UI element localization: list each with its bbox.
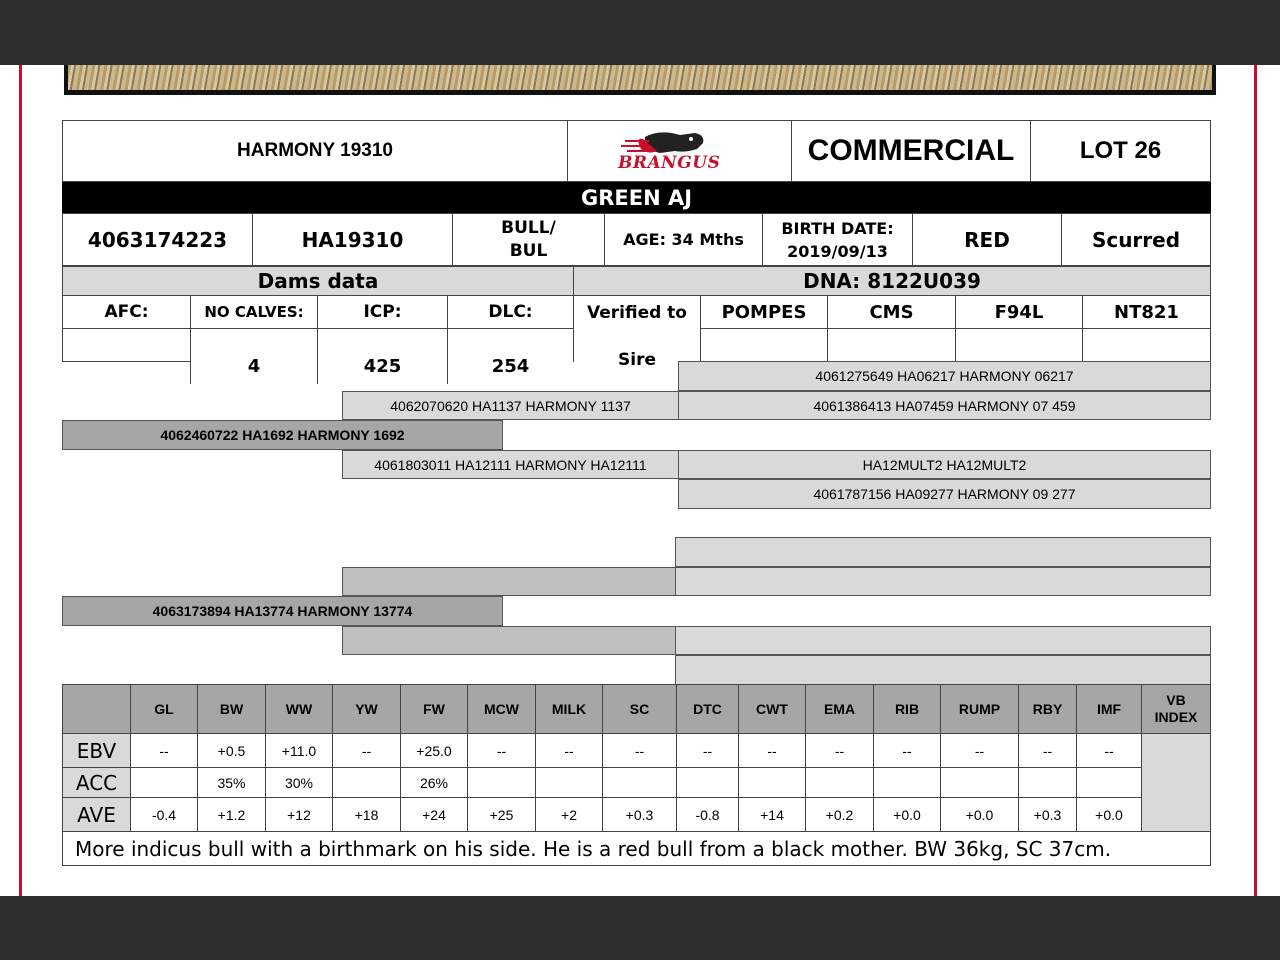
category-label: COMMERCIAL bbox=[791, 120, 1031, 182]
pedigree-sire-sire-dam: 4061386413 HA07459 HARMONY 07 459 bbox=[678, 391, 1211, 420]
dna-title: DNA: 8122U039 bbox=[573, 266, 1211, 296]
ebv-header-cwt: CWT bbox=[738, 684, 806, 734]
ebv-cell: -- bbox=[602, 733, 677, 768]
ebv-cell: +0.0 bbox=[940, 797, 1019, 832]
vb-index-value bbox=[1141, 733, 1211, 832]
ebv-cell: +0.3 bbox=[1018, 797, 1077, 832]
pedigree-dam-sire-sire bbox=[675, 537, 1211, 567]
ebv-cell bbox=[535, 767, 603, 798]
verified-to-label: Verified to bbox=[587, 303, 687, 323]
lot-number: LOT 26 bbox=[1030, 120, 1211, 182]
ebv-header-rby: RBY bbox=[1018, 684, 1077, 734]
pedigree-dam-sire-dam bbox=[675, 567, 1211, 596]
dams-afc-value bbox=[62, 328, 191, 362]
ebv-row-label-acc: ACC bbox=[62, 767, 131, 798]
ebv-header-sc: SC bbox=[602, 684, 677, 734]
ebv-cell bbox=[1076, 767, 1142, 798]
dna-nt821-value bbox=[1082, 328, 1211, 362]
dna-nt821-header: NT821 bbox=[1082, 295, 1211, 329]
ebv-cell bbox=[873, 767, 941, 798]
dams-icp-header: ICP: bbox=[317, 295, 448, 329]
ebv-header-rump: RUMP bbox=[940, 684, 1019, 734]
animal-color: RED bbox=[912, 213, 1062, 266]
dams-no-calves-header: NO CALVES: bbox=[190, 295, 318, 329]
left-border-line bbox=[19, 65, 22, 896]
ebv-cell: +24 bbox=[400, 797, 468, 832]
pedigree-dam-dam bbox=[342, 626, 676, 655]
horn-status: Scurred bbox=[1061, 213, 1211, 266]
comments: More indicus bull with a birthmark on his side. He is a red bull from a black mother. BW 36kg, SC 37cm. bbox=[62, 831, 1211, 866]
ebv-cell: +25.0 bbox=[400, 733, 468, 768]
ebv-cell: +11.0 bbox=[265, 733, 333, 768]
pedigree-dam-sire bbox=[342, 567, 676, 596]
ebv-cell: +18 bbox=[332, 797, 401, 832]
pedigree-sire-dam: 4061803011 HA12111 HARMONY HA12111 bbox=[342, 450, 679, 479]
ebv-cell: -- bbox=[1018, 733, 1077, 768]
ebv-cell: 35% bbox=[197, 767, 266, 798]
brangus-logo bbox=[567, 120, 792, 182]
ebv-cell bbox=[130, 767, 198, 798]
ebv-cell bbox=[676, 767, 739, 798]
dams-row-line bbox=[190, 328, 574, 329]
ebv-header-milk: MILK bbox=[535, 684, 603, 734]
ebv-cell: -- bbox=[738, 733, 806, 768]
ebv-cell: -- bbox=[805, 733, 874, 768]
dams-data-title: Dams data bbox=[62, 266, 574, 296]
ebv-cell: +0.3 bbox=[602, 797, 677, 832]
ebv-row-label-ave: AVE bbox=[62, 797, 131, 832]
right-border-line bbox=[1254, 65, 1257, 896]
birth-date bbox=[762, 213, 913, 266]
owner-banner: GREEN AJ bbox=[62, 182, 1211, 213]
ebv-cell: +2 bbox=[535, 797, 603, 832]
ebv-cell: -- bbox=[1076, 733, 1142, 768]
ebv-cell: +0.0 bbox=[1076, 797, 1142, 832]
ebv-cell: -0.4 bbox=[130, 797, 198, 832]
dna-pompes-value bbox=[700, 328, 828, 362]
ebv-cell: +25 bbox=[467, 797, 536, 832]
animal-sex-line1: BULL/ bbox=[501, 217, 556, 238]
vb-index-line2: INDEX bbox=[1154, 709, 1198, 725]
dams-no-calves-value: 4 bbox=[247, 356, 261, 377]
ebv-cell bbox=[738, 767, 806, 798]
ebv-cell: -- bbox=[940, 733, 1019, 768]
birth-date-label: BIRTH DATE: bbox=[781, 218, 894, 238]
ebv-header-gl: GL bbox=[130, 684, 198, 734]
ebv-cell bbox=[467, 767, 536, 798]
dna-f94l-header: F94L bbox=[955, 295, 1083, 329]
ebv-cell: -- bbox=[676, 733, 739, 768]
viewer-bottom-bar bbox=[0, 896, 1280, 960]
ebv-cell: -- bbox=[467, 733, 536, 768]
pedigree-sire-dam-dam: 4061787156 HA09277 HARMONY 09 277 bbox=[678, 479, 1211, 509]
dna-pompes-header: POMPES bbox=[700, 295, 828, 329]
animal-sex-line2: BUL bbox=[509, 240, 548, 261]
brangus-logo-text: BRANGUS bbox=[618, 153, 721, 173]
ebv-header-vb-index bbox=[1141, 684, 1211, 734]
ebv-cell bbox=[332, 767, 401, 798]
verified-sire-label: Sire bbox=[618, 350, 656, 370]
ebv-cell: +12 bbox=[265, 797, 333, 832]
animal-photo bbox=[64, 65, 1216, 95]
ebv-header-imf: IMF bbox=[1076, 684, 1142, 734]
animal-sex bbox=[452, 213, 605, 266]
ebv-cell: -0.8 bbox=[676, 797, 739, 832]
ebv-cell: 30% bbox=[265, 767, 333, 798]
ebv-header-ema: EMA bbox=[805, 684, 874, 734]
viewer-top-bar bbox=[0, 0, 1280, 65]
ebv-header-fw: FW bbox=[400, 684, 468, 734]
ebv-cell bbox=[805, 767, 874, 798]
ebv-cell: +0.0 bbox=[873, 797, 941, 832]
pedigree-sire-sire: 4062070620 HA1137 HARMONY 1137 bbox=[342, 391, 679, 420]
ebv-header-ww: WW bbox=[265, 684, 333, 734]
dams-dlc-header: DLC: bbox=[447, 295, 574, 329]
animal-age: AGE: 34 Mths bbox=[604, 213, 763, 266]
ebv-header-bw: BW bbox=[197, 684, 266, 734]
ebv-cell: -- bbox=[332, 733, 401, 768]
pedigree-dam: 4063173894 HA13774 HARMONY 13774 bbox=[62, 596, 503, 626]
ebv-cell: -- bbox=[535, 733, 603, 768]
ebv-header-yw: YW bbox=[332, 684, 401, 734]
ebv-header-rib: RIB bbox=[873, 684, 941, 734]
ebv-cell bbox=[1018, 767, 1077, 798]
pedigree-sire-dam-sire: HA12MULT2 HA12MULT2 bbox=[678, 450, 1211, 479]
vb-index-line1: VB bbox=[1166, 692, 1186, 708]
ebv-cell: +1.2 bbox=[197, 797, 266, 832]
dna-cms-value bbox=[827, 328, 956, 362]
ebv-cell: +0.2 bbox=[805, 797, 874, 832]
animal-id-number: 4063174223 bbox=[62, 213, 253, 266]
animal-name: HARMONY 19310 bbox=[62, 120, 568, 182]
pedigree-sire: 4062460722 HA1692 HARMONY 1692 bbox=[62, 420, 503, 450]
ebv-cell: -- bbox=[873, 733, 941, 768]
pedigree-sire-sire-sire: 4061275649 HA06217 HARMONY 06217 bbox=[678, 361, 1211, 391]
dna-cms-header: CMS bbox=[827, 295, 956, 329]
ebv-header-dtc: DTC bbox=[676, 684, 739, 734]
ebv-cell bbox=[602, 767, 677, 798]
ebv-cell: +0.5 bbox=[197, 733, 266, 768]
ebv-header-mcw: MCW bbox=[467, 684, 536, 734]
dams-afc-header: AFC: bbox=[62, 295, 191, 329]
pedigree-dam-dam-dam bbox=[675, 655, 1211, 685]
pedigree-dam-dam-sire bbox=[675, 626, 1211, 655]
dams-icp-value: 425 bbox=[363, 356, 402, 377]
ebv-cell: +14 bbox=[738, 797, 806, 832]
ebv-corner-header bbox=[62, 684, 131, 734]
ebv-cell: 26% bbox=[400, 767, 468, 798]
animal-tattoo: HA19310 bbox=[252, 213, 453, 266]
ebv-cell bbox=[940, 767, 1019, 798]
ebv-row-label-ebv: EBV bbox=[62, 733, 131, 768]
dna-f94l-value bbox=[955, 328, 1083, 362]
birth-date-value: 2019/09/13 bbox=[787, 241, 888, 261]
dams-dlc-value: 254 bbox=[491, 356, 530, 377]
ebv-cell: -- bbox=[130, 733, 198, 768]
